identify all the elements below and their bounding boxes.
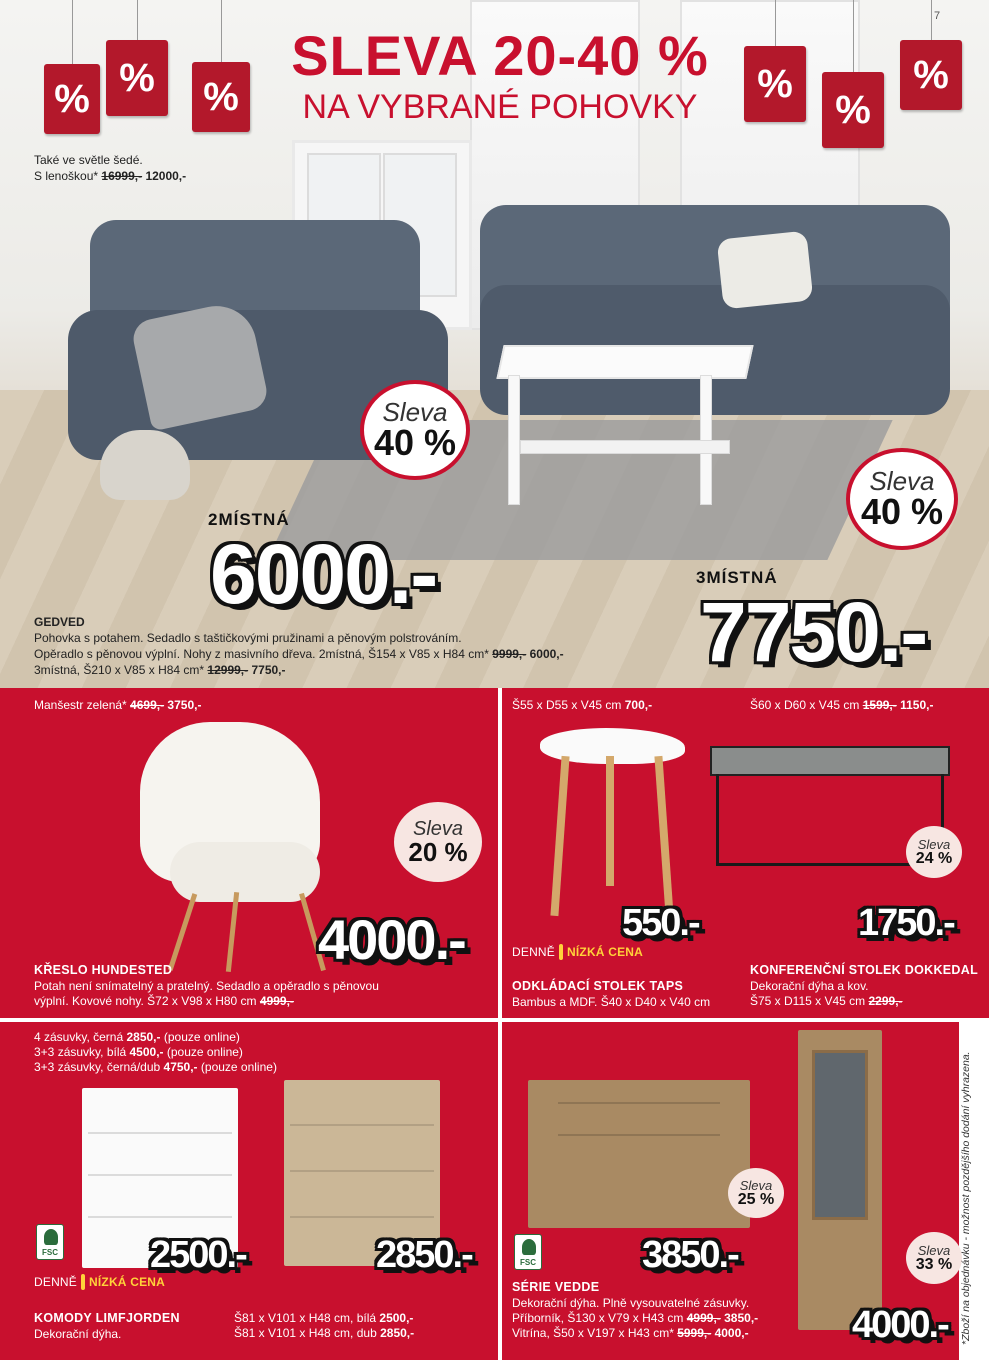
discount-bubble: Sleva 25 % [728,1168,784,1218]
vedde-price-vitrina: 4000.- [852,1304,948,1346]
vitrina-glass [812,1050,868,1220]
percent-tag: % [44,64,100,134]
gedved-description [34,614,564,678]
armchair-image [140,722,340,962]
vedde-description [512,1296,758,1341]
desc-line: Pohovka s potahem. Sedadlo s taštičkovými pružinami a pěnovým polstrováním. [34,631,462,645]
basket [100,430,190,500]
denne-nizka-cena-badge: DENNĚ NÍZKÁ CENA [34,1275,166,1289]
limfjorden-variants [34,1030,277,1075]
variant-line: 3+3 zásuvky, bílá 4500,- (pouze online) [34,1045,243,1059]
limfjorden-specs [234,1311,414,1341]
drawer-line [88,1216,232,1218]
drawer-line [290,1124,434,1126]
price-2mistna: 6000.- [210,527,437,621]
spec-line: Š81 x V101 x H48 cm, dub 2850,- [234,1326,415,1340]
chair-title: KŘESLO HUNDESTED [34,963,173,977]
vedde-price-sideboard: 3850.- [642,1234,738,1276]
label-2mistna: 2MÍSTNÁ [208,510,290,529]
drawer-line [290,1216,434,1218]
side-table-leg [606,756,614,886]
divider [0,1018,989,1022]
desc-line: Dekorační dýha. Plně vysouvatelné zásuvky. [512,1296,750,1310]
table-leg [508,375,520,505]
drawer-line [290,1170,434,1172]
coffee-table-white [500,345,750,505]
product-name: GEDVED [34,615,85,629]
desc-line: Opěradlo s pěnovou výplní. Nohy z masivního dřeva. 2místná, Š154 x V85 x H84 cm* 9999,- 6000,- [34,647,564,661]
dokkedal-price: 1750.- [858,902,954,944]
limfjorden-description: Dekorační dýha. [34,1327,122,1341]
desc-line: Příborník, Š130 x V79 x H43 cm 4999,- 3850,- [512,1311,759,1325]
percent-tag: % [192,62,250,132]
spec-line: Š81 x V101 x H48 cm, bílá 2500,- [234,1311,414,1325]
chair-leg [168,893,197,971]
dokkedal-title: KONFERENČNÍ STOLEK DOKKEDAL [750,963,979,977]
variant-line: 4 zásuvky, černá 2850,- (pouze online) [34,1030,240,1044]
limfjorden-price-oak: 2850.- [376,1234,472,1276]
coffee-table-top [710,746,950,776]
hero-subtitle: NA VYBRANÉ POHOVKY [302,88,698,126]
divider [498,688,502,1360]
desc-line: Š75 x D115 x V45 cm 2299,- [750,994,903,1008]
vitrina-image [798,1030,882,1330]
limfjorden-title: KOMODY LIMFJORDEN [34,1311,180,1325]
fsc-logo: FSC [36,1224,64,1260]
chair-price: 4000.- [318,908,465,971]
side-table-image [540,728,690,918]
percent-tag: % [822,72,884,148]
desc-line: Vitrína, Š50 x V197 x H43 cm* 5999,- 4000,- [512,1326,749,1340]
discount-bubble: Sleva 20 % [394,802,482,882]
taps-title: ODKLÁDACÍ STOLEK TAPS [512,979,684,993]
desc-line: 3místná, Š210 x V85 x H84 cm* 12999,- 7750,- [34,663,286,677]
side-table-leg [654,756,673,916]
drawer-line [88,1132,232,1134]
hero-title: SLEVA 20-40 % [291,24,709,87]
side-table-leg [550,756,569,916]
desc-line: Dekorační dýha a kov. [750,979,869,993]
discount-bubble: Sleva 40 % [846,448,958,550]
drawer-line [558,1102,720,1104]
limfjorden-price-white: 2500.- [150,1234,246,1276]
availability-footnote: *Zboží na objednávku - možnost pozdějšího dodání vyhrazena. [960,1051,972,1345]
sideboard-image [528,1080,750,1228]
drawer-line [558,1134,720,1136]
discount-bubble: Sleva 24 % [906,826,962,878]
label-3mistna: 3MÍSTNÁ [696,568,778,587]
taps-price: 550.- [622,902,699,944]
chair-leg [226,892,239,972]
desc-line: výplní. Kovové nohy. Š72 x V98 x H80 cm 4999,- [34,994,294,1008]
badge-mark [559,944,563,960]
discount-bubble: Sleva 40 % [360,380,470,480]
page-number: 7 [934,10,941,22]
vedde-title: SÉRIE VEDDE [512,1280,600,1294]
desc-line: Potah není snímatelný a pratelný. Sedadlo a opěradlo s pěnovou [34,979,379,993]
hero-color-note [34,152,186,184]
table-shelf [520,440,730,454]
percent-tag: % [744,46,806,122]
variant-line: 3+3 zásuvky, černá/dub 4750,- (pouze online) [34,1060,277,1074]
pillow [717,230,814,309]
drawer-line [88,1174,232,1176]
percent-tag: % [106,40,168,116]
table-top [496,345,753,379]
dokkedal-description [750,979,903,1009]
note-line: Také ve světle šedé. [34,153,143,167]
percent-tag: % [900,40,962,110]
note-line: S lenoškou* 16999,- 12000,- [34,169,187,183]
chair-description [34,979,379,1009]
denne-nizka-cena-badge: DENNĚ NÍZKÁ CENA [512,945,644,959]
discount-bubble: Sleva 33 % [906,1232,962,1284]
dokkedal-variant-note: Š60 x D60 x V45 cm 1599,- 1150,- [750,698,934,712]
taps-variant-note: Š55 x D55 x V45 cm 700,- [512,698,653,712]
price-3mistna: 7750.- [700,585,927,679]
badge-mark [81,1274,85,1290]
taps-description: Bambus a MDF. Š40 x D40 x V40 cm [512,995,711,1009]
fsc-logo: FSC [514,1234,542,1270]
chair-variant-note: Manšestr zelená* 4699,- 3750,- [34,698,202,712]
